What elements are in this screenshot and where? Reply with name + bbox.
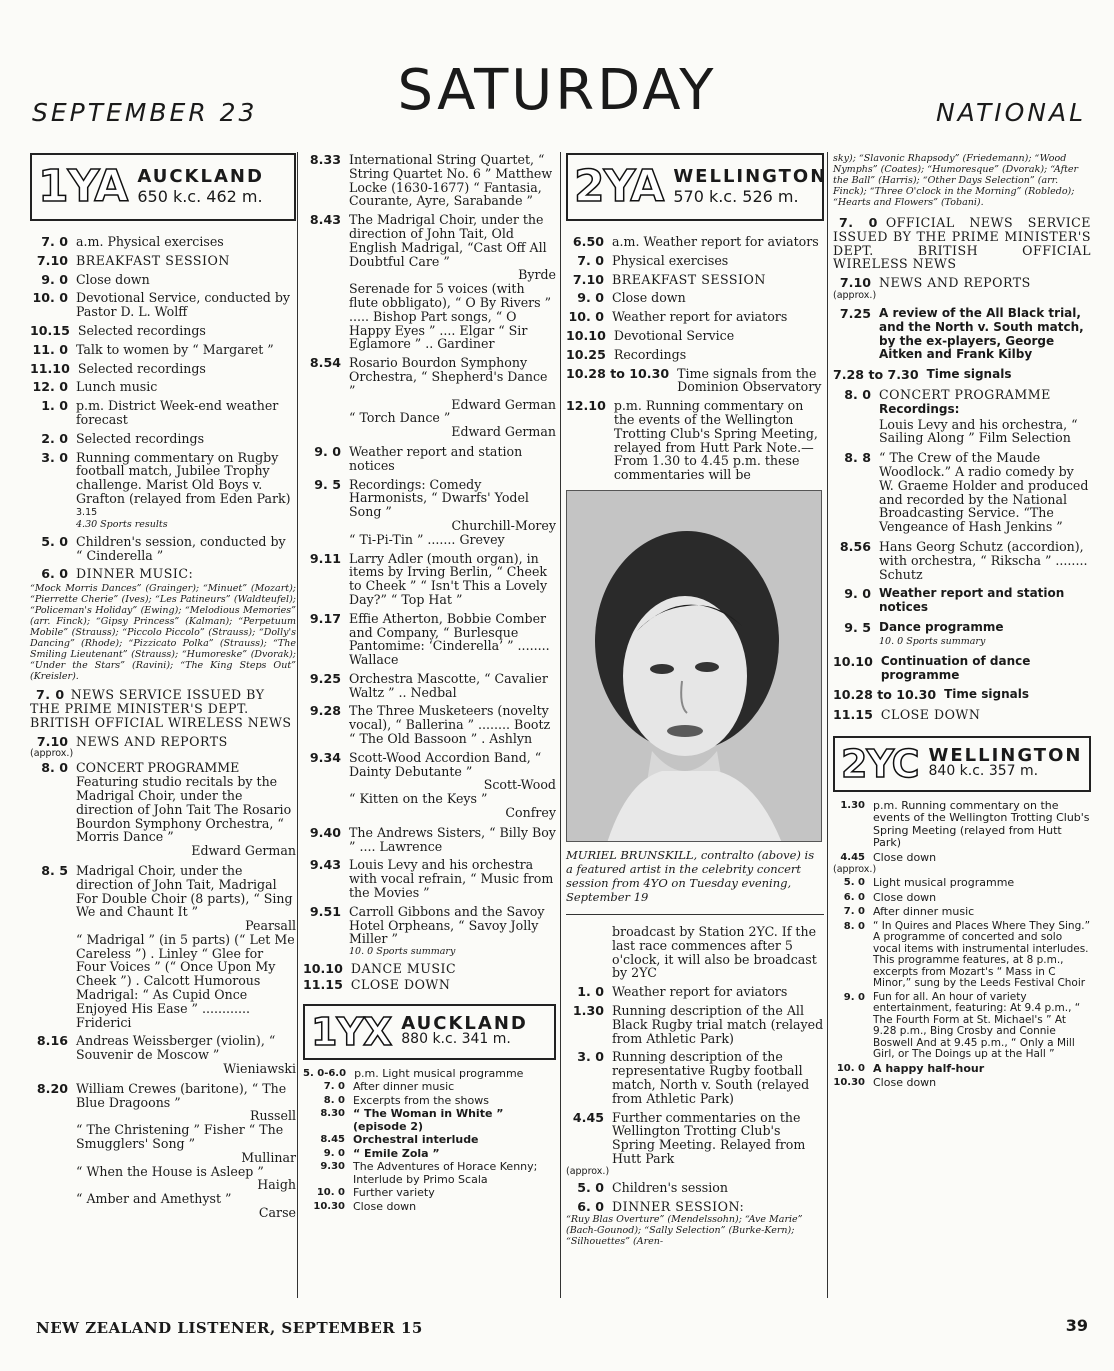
- composer: Haigh: [257, 1177, 296, 1193]
- composer: Edward German: [451, 396, 556, 412]
- programme-entry: 7. 0 a.m. Physical exercises: [41, 234, 224, 249]
- programme-entry: 1.30 p.m. Running commentary on the events of the Wellington Trotting Club's Spring Meeting (relayed from Hutt Park): [840, 798, 1090, 850]
- programme-entry: 10.30 Close down: [313, 1199, 417, 1213]
- programme-entry: 10.28 to 10.30 Time signals: [833, 687, 1029, 703]
- programme-entry: 8. 0 “ In Quires and Places Where They Sing.” A programme of concerted and solo vocal items with instrumental interludes. This programme features, at 8 p.m., excerpts from Mozart's “ Mass in C Minor,” sung by the Leeds Festival Choir: [843, 919, 1091, 990]
- programme-entry: 10.28 to 10.30 Time signals from the Dominion Observatory: [566, 365, 822, 395]
- dinner-music-list: “Ruy Blas Overture” (Mendelssohn); “Ave Marie” (Bach-Gounod); “Sally Selection” (Burke-Kern); “Silhouettes” (Aren-: [566, 1214, 803, 1248]
- page-title: SATURDAY: [397, 58, 717, 123]
- station-banner-1ya: [30, 153, 296, 221]
- programme-entry: 5. 0 Light musical programme: [843, 876, 1015, 890]
- column-1yA: [30, 153, 296, 1220]
- portrait-illustration: [567, 491, 822, 842]
- programme-entry: 7.28 to 7.30 Time signals: [833, 367, 1012, 383]
- publication-footer: NEW ZEALAND LISTENER, SEPTEMBER 15: [36, 1319, 423, 1337]
- programme-entry: 7.10 NEWS AND REPORTS: [36, 733, 228, 749]
- programme-entry: 8.33 International String Quartet, “ String Quartet No. 6 ” Matthew Locke (1630-1677) “ Fantasia, Courante, Ayre, Sarabande ”: [309, 152, 553, 209]
- programme-entry: 9.30 The Adventures of Horace Kenny; Interlude by Primo Scala: [320, 1160, 538, 1186]
- programme-entry: 11.15 CLOSE DOWN: [833, 707, 981, 723]
- programme-entry: 12. 0 Lunch music: [32, 379, 158, 395]
- composer: Pearsall: [245, 918, 296, 934]
- station-city: AUCKLAND: [137, 166, 264, 188]
- programme-entry: “ Amber and Amethyst ”: [76, 1191, 232, 1207]
- programme-entry: 6.50 a.m. Weather report for aviators: [572, 234, 819, 249]
- programme-entry: 8.16 Andreas Weissberger (violin), “ Souvenir de Moscow ”: [36, 1033, 276, 1063]
- programme-entry: 8.56 Hans Georg Schutz (accordion), with orchestra, “ Rikscha ” ........ Schutz: [839, 538, 1088, 582]
- programme-entry: 10.10 DANCE MUSIC: [303, 961, 457, 977]
- station-frequency: 650 k.c. 462 m.: [137, 187, 263, 206]
- issue-date: SEPTEMBER 23: [32, 98, 258, 127]
- programme-note: 3.15: [76, 506, 98, 518]
- programme-entry: 9. 0 Close down: [577, 290, 686, 306]
- programme-entry: 8.54 Rosario Bourdon Symphony Orchestra, “ Shepherd's Dance ”: [309, 355, 548, 398]
- programme-entry: 1. 0 Weather report for aviators: [577, 984, 788, 1000]
- station-city: WELLINGTON: [673, 166, 828, 188]
- programme-entry: 10.10 Continuation of dance programme: [833, 653, 1031, 682]
- programme-entry: 9. 0 Close down: [41, 271, 150, 287]
- programme-entry: 9.11 Larry Adler (mouth organ), in items by Irving Berlin, “ Cheek to Cheek ” “ Isn't This a Lovely Day?” “ Top Hat ”: [309, 550, 548, 607]
- programme-entry: 7.10 BREAKFAST SESSION: [572, 271, 766, 287]
- programme-entry: 6. 0 DINNER SESSION:: [577, 1198, 745, 1214]
- station-banner-2yc: [833, 736, 1091, 792]
- station-call: 2YC: [841, 741, 919, 786]
- programme-entry: 9. 0 “ Emile Zola ”: [323, 1146, 440, 1160]
- programme-entry: Louis Levy and his orchestra, “ Sailing Along ” Film Selection: [879, 416, 1078, 446]
- programme-entry: 8. 0 Excerpts from the shows: [323, 1093, 489, 1107]
- programme-entry: “ Kitten on the Keys ”: [349, 791, 488, 807]
- programme-entry: 1.30 Running description of the All Black Rugby trial match (relayed from Athletic Park): [572, 1002, 824, 1046]
- programme-entry: 9.43 Louis Levy and his orchestra with vocal refrain, “ Music from the Movies ”: [309, 857, 554, 901]
- composer: Wieniawski: [223, 1061, 296, 1077]
- column-divider: [560, 152, 561, 1298]
- station-frequency: 880 k.c. 341 m.: [401, 1030, 511, 1047]
- programme-entry: 9. 0 Weather report and station notices: [314, 443, 523, 473]
- programme-entry: 9. 5 Dance programme: [844, 619, 1004, 635]
- photo-caption: MURIEL BRUNSKILL, contralto (above) is a featured artist in the celebrity concert session from 4YO on Tuesday evening, September 19: [566, 847, 815, 904]
- programme-entry: 8.45 Orchestral interlude: [320, 1133, 479, 1147]
- composer: Mullinar: [241, 1149, 296, 1165]
- programme-entry: 9.40 The Andrews Sisters, “ Billy Boy ” .... Lawrence: [309, 824, 556, 854]
- station-banner-1yx: [303, 1004, 556, 1060]
- station-frequency: 840 k.c. 357 m.: [928, 762, 1039, 779]
- news-service: 7. 0 NEWS SERVICE ISSUED BY THE PRIME MINISTER'S DEPT. BRITISH OFFICIAL WIRELESS NEWS: [30, 687, 292, 730]
- programme-entry: 9.34 Scott-Wood Accordion Band, “ Dainty Debutante ”: [309, 749, 542, 779]
- composer: Russell: [249, 1108, 296, 1124]
- programme-entry: 7.25 A review of the All Black trial, and the North v. South match, by the ex-players, George Aitken and Frank Kilby: [839, 305, 1084, 362]
- programme-entry: 11.15 CLOSE DOWN: [303, 977, 451, 993]
- programme-entry: 7. 0 Physical exercises: [577, 252, 729, 268]
- composer: Scott-Wood: [483, 777, 556, 793]
- approx-note: (approx.): [30, 748, 74, 760]
- programme-entry: 5. 0-6.0 p.m. Light musical programme: [303, 1066, 524, 1080]
- approx-note: (approx.): [566, 1165, 610, 1177]
- column-2ya: [566, 153, 828, 1248]
- programme-entry: 9. 5 Recordings: Comedy Harmonists, “ Dwarfs' Yodel Song ”: [314, 476, 529, 520]
- approx-note: (approx.): [833, 864, 877, 876]
- column-divider: [827, 152, 828, 1298]
- station-frequency: 570 k.c. 526 m.: [673, 187, 799, 206]
- programme-note: 10. 0 Sports summary: [879, 635, 986, 647]
- programme-entry: 4.45 Close down: [840, 850, 937, 864]
- programme-entry: 9. 0 Fun for all. An hour of variety entertainment, featuring: At 9.4 p.m., “ The Fourth Form at St. Michael's ” At 9.28 p.m., Bing Crosby and Connie Boswell And at 9.45 p.m., “ Only a Mill Girl, or The Doings up at the Hall ”: [843, 990, 1081, 1061]
- programme-entry: “ The Christening ” Fisher “ The Smugglers' Song ”: [76, 1122, 284, 1152]
- programme-entry: 9.28 The Three Musketeers (novelty vocal), “ Ballerina ” ........ Bootz “ The Old Bassoon ” . Ashlyn: [309, 703, 551, 747]
- composer: Byrde: [518, 267, 556, 283]
- station-city: WELLINGTON: [928, 745, 1083, 767]
- programme-entry: Serenade for 5 voices (with flute obbligato), “ O By Rivers ” ..... Bishop Part songs, “ O Happy Eyes ” .... Elgar “ Sir Eglamore ” .. Gardiner: [349, 281, 552, 352]
- station-call: 1YA: [38, 161, 128, 212]
- programme-note: 4.30 Sports results: [76, 518, 168, 530]
- programme-entry: 8. 5 Madrigal Choir, under the direction of John Tait, Madrigal For Double Choir (8 parts), “ Sing We and Chaunt It ”: [41, 862, 293, 920]
- programme-entry: 10.15 Selected recordings: [30, 322, 206, 338]
- programme-entry: 8.30 “ The Woman in White ” (episode 2): [320, 1107, 504, 1133]
- programme-entry: 6. 0 DINNER MUSIC:: [41, 566, 194, 582]
- programme-entry: “ Torch Dance ”: [349, 410, 451, 426]
- programme-entry: broadcast by Station 2YC. If the last race commences after 5 o'clock, it will also be broadcast by 2YC: [612, 923, 817, 981]
- station-call: 2YA: [574, 161, 664, 212]
- programme-entry: 11. 0 Talk to women by “ Margaret ”: [32, 341, 274, 357]
- programme-entry: 10. 0 Further variety: [316, 1186, 435, 1200]
- programme-entry: Recordings:: [879, 401, 960, 416]
- programme-note: 10. 0 Sports summary: [349, 946, 456, 958]
- station-call: 1YX: [311, 1009, 392, 1054]
- programme-entry: 8. 8 “ The Crew of the Maude Woodlock.” A radio comedy by W. Graeme Holder and produced and recorded by the National Broadcasting Service. “The Vengeance of Hash Jenkins ”: [844, 450, 1089, 535]
- network-label: NATIONAL: [935, 98, 1086, 127]
- programme-entry: 10. 0 Devotional Service, conducted by Pastor D. L. Wolff: [32, 290, 291, 320]
- programme-entry: 5. 0 Children's session, conducted by “ Cinderella ”: [41, 533, 286, 563]
- composer: Edward German: [191, 843, 296, 859]
- programme-entry: 6. 0 Close down: [843, 890, 937, 904]
- programme-entry: 10. 0 A happy half-hour: [836, 1061, 985, 1075]
- composer: Edward German: [451, 424, 556, 440]
- news-service: 7. 0 OFFICIAL NEWS SERVICE ISSUED BY THE PRIME MINISTER'S DEPT. BRITISH OFFICIAL WIRELESS NEWS: [833, 215, 1092, 272]
- programme-entry: 9. 0 Weather report and station notices: [844, 586, 1065, 615]
- programme-entry: 7.10 NEWS AND REPORTS: [839, 275, 1031, 291]
- column-1ya-continued: [303, 153, 556, 1214]
- column-2ya-continued: [833, 153, 1091, 1092]
- programme-entry: “ Ti-Pi-Tin ” ....... Grevey: [349, 531, 505, 547]
- programme-entry: 11.10 Selected recordings: [30, 360, 206, 376]
- station-city: AUCKLAND: [401, 1013, 528, 1035]
- programme-entry: 3. 0 Running commentary on Rugby football match, Jubilee Trophy challenge. Marist Old Boys v. Grafton (relayed from Eden Park): [41, 449, 291, 506]
- programme-entry: 10.30 Close down: [833, 1076, 937, 1090]
- station-banner-2ya: [566, 153, 828, 221]
- programme-entry: 9.51 Carroll Gibbons and the Savoy Hotel Orpheans, “ Savoy Jolly Miller ”: [309, 903, 545, 947]
- programme-entry: 2. 0 Selected recordings: [41, 430, 205, 446]
- dinner-music-list: “Mock Morris Dances” (Grainger); “Minuet” (Mozart); “Pierrette Cherie” (Ives); “Les Patineurs” (Waldteufel); “Policeman's Holiday” (Ewing); “Melodious Memories” (arr. Finck); “Gipsy Princess” (Kalman); “Perpetuum Mobile” (Strauss); “Piccolo Piccolo” (Strauss); “Dolly's Dancing” (Rhode); “Pizzicato Polka” (Strauss); “The Smiling Lieutenant” (Strauss); “Humoreske” (Dvorak); “Under the Stars” (Ravini); “The King Steps Out” (Kreisler).: [30, 583, 296, 683]
- composer: Confrey: [505, 805, 556, 821]
- programme-entry: 12.10 p.m. Running commentary on the events of the Wellington Trotting Club's Spring Meeting, relayed from Hutt Park Note.—From 1.30 to 4.45 p.m. these commentaries will be: [566, 398, 818, 483]
- programme-entry: “ When the House is Asleep ”: [76, 1163, 264, 1179]
- programme-entry: 10.25 Recordings: [566, 346, 687, 362]
- programme-entry: 7. 0 After dinner music: [323, 1080, 455, 1094]
- column-divider: [297, 152, 298, 1298]
- programme-entry: 3. 0 Running description of the representative Rugby football match, North v. South (relayed from Athletic Park): [577, 1049, 810, 1106]
- programme-entry: 8.43 The Madrigal Choir, under the direction of John Tait, Old English Madrigal, “Cast Off All Doubtful Care ”: [309, 212, 547, 269]
- separator: [566, 914, 824, 915]
- programme-entry: 7.10 BREAKFAST SESSION: [36, 252, 230, 268]
- composer: Churchill-Morey: [451, 517, 556, 533]
- programme-entry: 10. 0 Weather report for aviators: [568, 309, 788, 325]
- programme-entry: 10.10 Devotional Service: [566, 327, 735, 343]
- programme-entry: “ Madrigal ” (in 5 parts) (“ Let Me Careless ”) . Linley “ Glee for Four Voices ” (“ Once Upon My Cheek ”) . Calcott Humorous Madrigal: “ As Cupid Once Enjoyed His Ease ” ............ Friderici: [76, 931, 295, 1030]
- programme-entry: 8. 0 CONCERT PROGRAMME: [844, 386, 1051, 402]
- programme-entry: 7. 0 After dinner music: [843, 905, 975, 919]
- programme-entry: 4.45 Further commentaries on the Wellington Trotting Club's Spring Meeting. Relayed from Hutt Park: [572, 1109, 806, 1166]
- programme-entry: 9.17 Effie Atherton, Bobbie Comber and Company, “ Burlesque Pantomime: ‘Cinderella’ ” ........ Wallace: [309, 610, 550, 668]
- programme-entry: 9.25 Orchestra Mascotte, “ Cavalier Waltz ” .. Nedbal: [309, 670, 548, 700]
- dinner-music-list: sky); “Slavonic Rhapsody” (Friedemann); “Wood Nymphs” (Coates); “Humoresque” (Dvorak); “After the Ball” (Harris); “Other Days Selection” (arr. Finck); “Three O'clock in the Morning” (Robledo); “Hearts and Flowers” (Tobani).: [833, 153, 1079, 208]
- programme-entry: 8.20 William Crewes (baritone), “ The Blue Dragoons ”: [36, 1080, 287, 1110]
- approx-note: (approx.): [833, 289, 877, 301]
- portrait-photo: [566, 490, 822, 842]
- composer: Carse: [258, 1205, 296, 1221]
- programme-entry: 1. 0 p.m. District Week-end weather forecast: [41, 398, 279, 427]
- page-number: 39: [1065, 1316, 1088, 1335]
- programme-entry: 5. 0 Children's session: [577, 1179, 728, 1195]
- programme-entry: 8. 0 CONCERT PROGRAMME Featuring studio recitals by the Madrigal Choir, under the direction of John Tait The Rosario Bourdon Symphony Orchestra, “ Morris Dance ”: [41, 760, 292, 845]
